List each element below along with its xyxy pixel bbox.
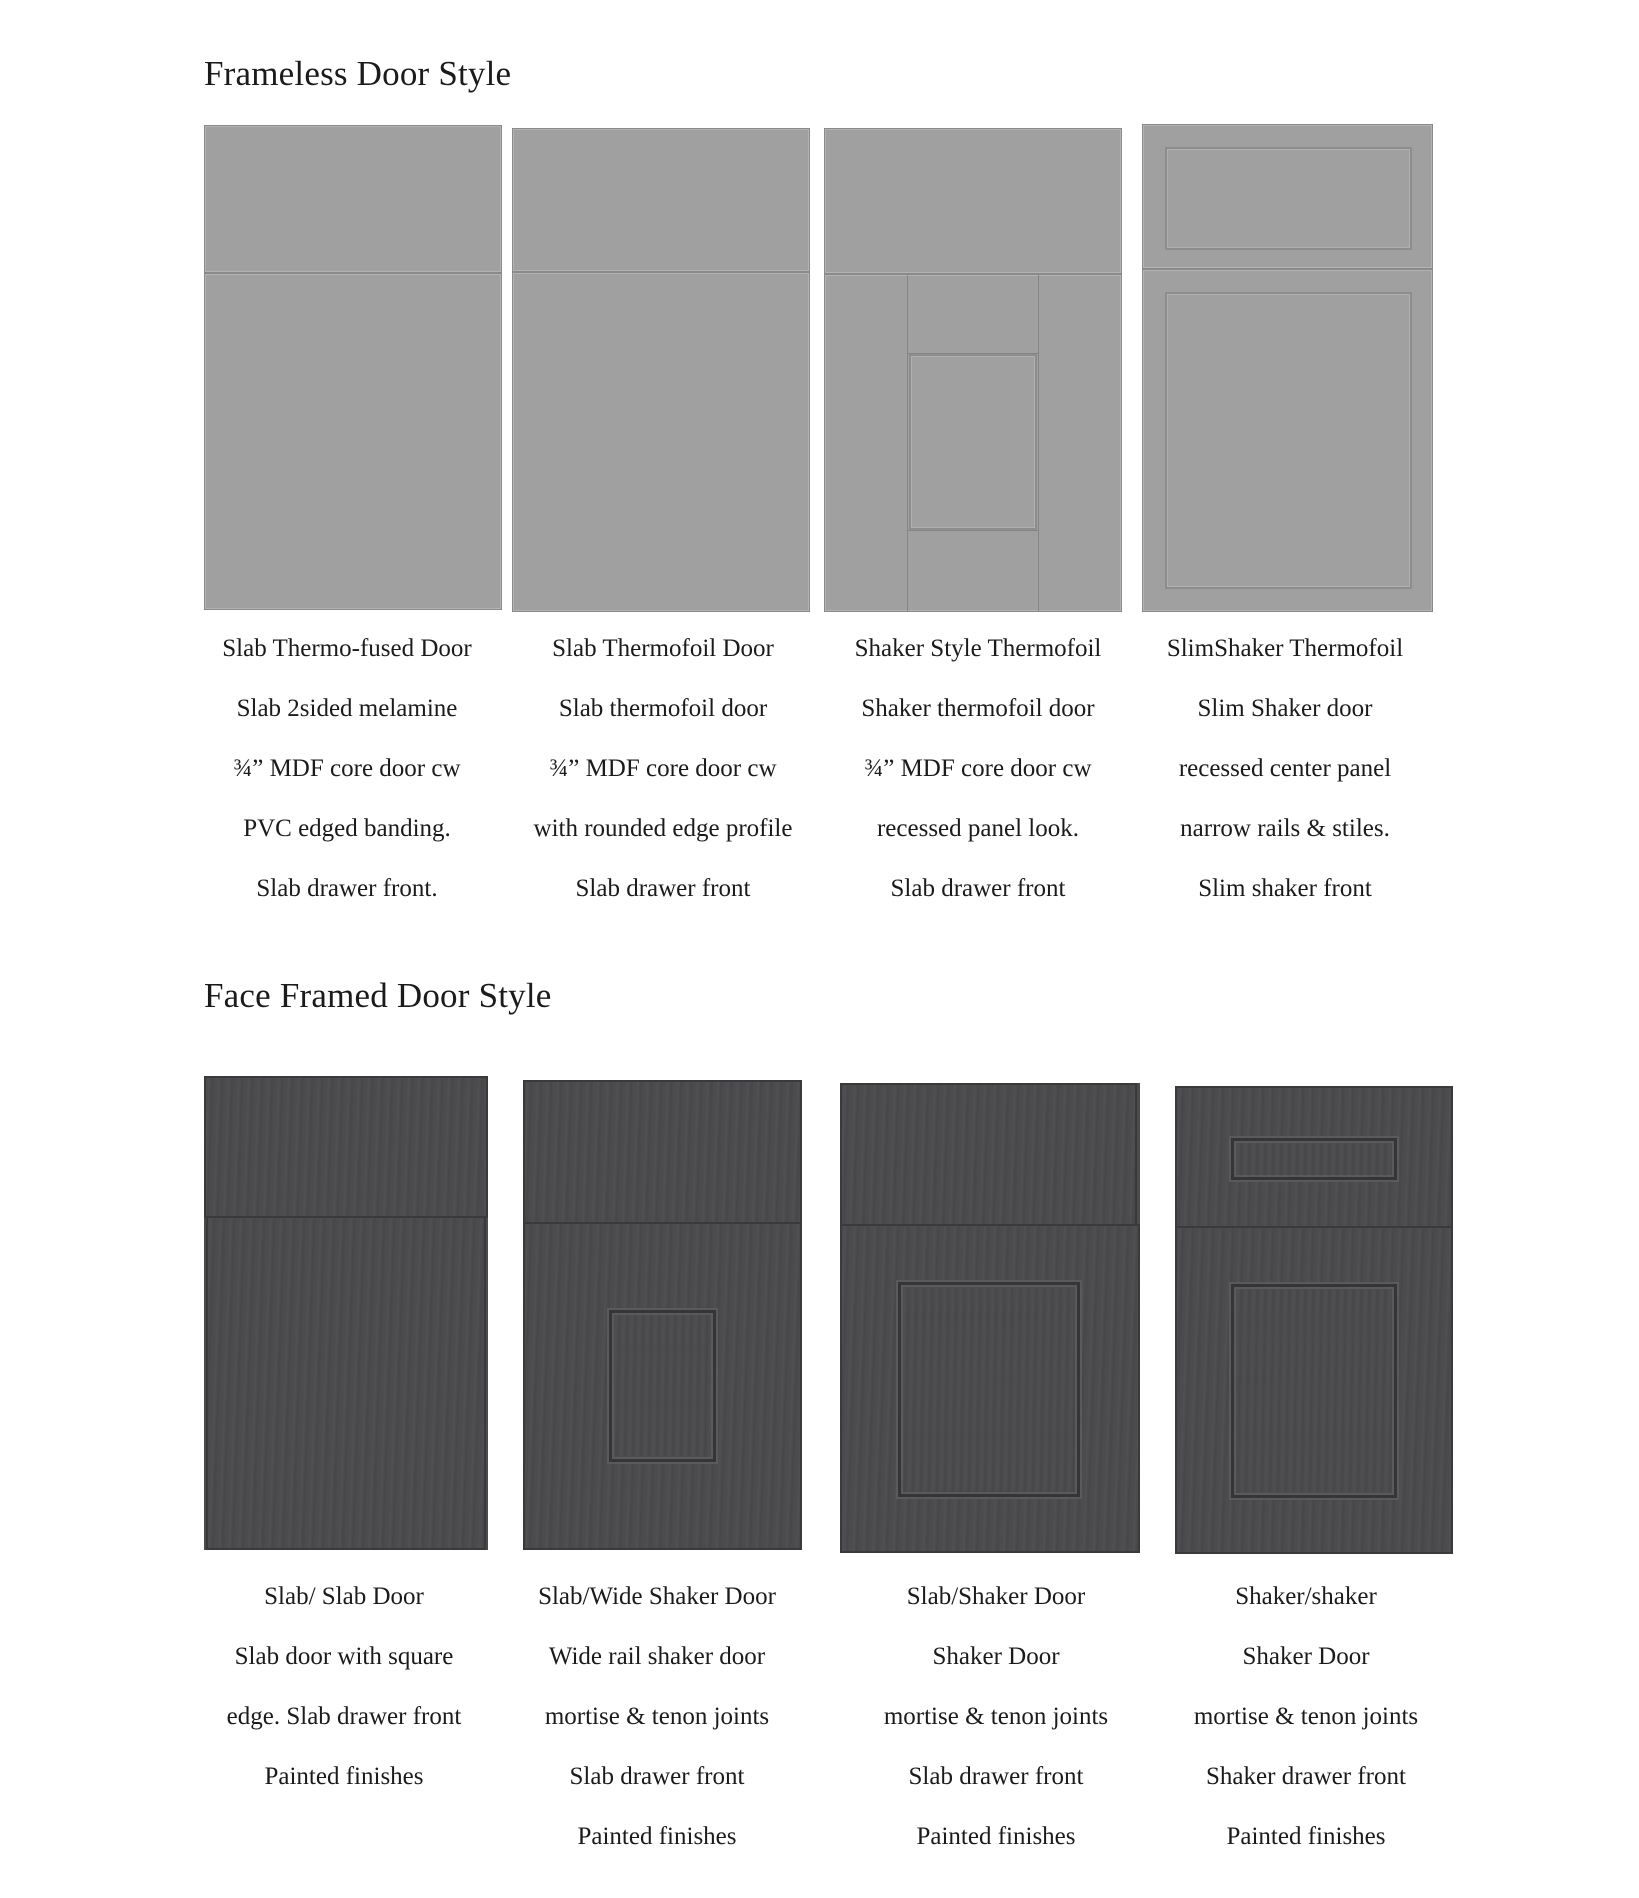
door-name: Slab/Shaker Door: [906, 1583, 1086, 1610]
slab-thermo-fused-door-image: [204, 125, 502, 610]
slab-wide-shaker-door-image: [523, 1080, 802, 1550]
slab-thermofoil-door-image: [512, 128, 810, 612]
door-name: SlimShaker Thermofoil: [1166, 635, 1404, 662]
slab-shaker-door-image: [840, 1083, 1140, 1553]
door-spec-line: mortise & tenon joints: [544, 1703, 770, 1730]
door-name: Shaker Style Thermofoil: [854, 635, 1102, 662]
door-spec-line: ¾” MDF core door cw: [864, 755, 1092, 782]
frameless-caption-1: [199, 619, 495, 919]
shaker-thermofoil-door-image: [824, 128, 1122, 612]
door-spec-line: Slab door with square: [234, 1643, 454, 1670]
door-spec-line: Slab drawer front.: [256, 875, 438, 902]
door-spec-line: Painted finishes: [916, 1823, 1076, 1850]
door-spec-line: Slim Shaker door: [1197, 695, 1373, 722]
door-spec-line: Slab drawer front: [908, 1763, 1084, 1790]
face-framed-caption-4: [1156, 1567, 1456, 1867]
slimshaker-thermofoil-door-image: [1142, 124, 1433, 612]
door-spec-line: Wide rail shaker door: [548, 1643, 766, 1670]
slab-slab-door-image: [204, 1076, 488, 1550]
door-spec-line: Slab drawer front: [575, 875, 751, 902]
frameless-caption-2: [512, 619, 814, 919]
door-name: Slab Thermo-fused Door: [222, 635, 472, 662]
frameless-caption-4: [1140, 619, 1430, 919]
frameless-caption-3: [828, 619, 1128, 919]
door-spec-line: recessed panel look.: [876, 815, 1079, 842]
door-spec-line: Painted finishes: [577, 1823, 737, 1850]
door-spec-line: Shaker Door: [1242, 1643, 1370, 1670]
door-spec-line: Shaker Door: [932, 1643, 1060, 1670]
door-spec-line: Painted finishes: [1226, 1823, 1386, 1850]
door-spec-line: Slab 2sided melamine: [236, 695, 458, 722]
door-spec-line: Shaker thermofoil door: [861, 695, 1095, 722]
door-spec-line: ¾” MDF core door cw: [549, 755, 777, 782]
door-name: Slab/ Slab Door: [264, 1583, 424, 1610]
door-spec-line: narrow rails & stiles.: [1180, 815, 1390, 842]
door-spec-line: Slim shaker front: [1198, 875, 1372, 902]
door-spec-line: Painted finishes: [264, 1763, 424, 1790]
door-name: Shaker/shaker: [1235, 1583, 1377, 1610]
face-framed-caption-2: [507, 1567, 807, 1867]
face-framed-caption-3: [846, 1567, 1146, 1867]
face-framed-section-title: Face Framed Door Style: [204, 976, 552, 1015]
door-spec-line: PVC edged banding.: [243, 815, 451, 842]
door-name: Slab Thermofoil Door: [552, 635, 774, 662]
door-spec-line: Shaker drawer front: [1206, 1763, 1406, 1790]
door-spec-line: mortise & tenon joints: [1193, 1703, 1419, 1730]
door-spec-line: ¾” MDF core door cw: [233, 755, 461, 782]
door-spec-line: Slab drawer front: [569, 1763, 745, 1790]
door-spec-line: Slab drawer front: [890, 875, 1066, 902]
shaker-shaker-door-image: [1175, 1086, 1453, 1554]
door-spec-line: with rounded edge profile: [533, 815, 793, 842]
door-spec-line: Slab thermofoil door: [558, 695, 768, 722]
door-spec-line: recessed center panel: [1178, 755, 1392, 782]
frameless-section-title: Frameless Door Style: [204, 54, 512, 93]
door-name: Slab/Wide Shaker Door: [538, 1583, 776, 1610]
door-spec-line: edge. Slab drawer front: [226, 1703, 462, 1730]
door-spec-line: mortise & tenon joints: [883, 1703, 1109, 1730]
face-framed-caption-1: [199, 1567, 489, 1807]
